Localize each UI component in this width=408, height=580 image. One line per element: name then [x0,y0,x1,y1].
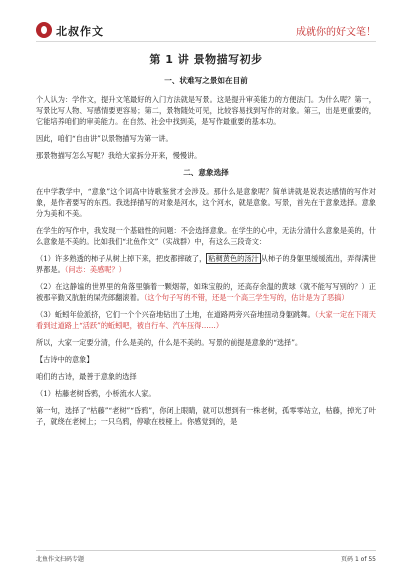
quote-text: （3）蚯蚓年俭派挤，它们一个个兴奋地钻出了土地，在道路两旁兴奋地扭动身躯跳舞。 [36,310,315,319]
subheading: 【古诗中的意象】 [36,355,94,364]
logo-mark-icon [36,22,52,38]
section-title-2: 二、意象选择 [183,168,229,177]
quote-text: 从柿子的身躯里缓缓流出，弄得满世界都是。 [36,254,376,274]
footer-source: 北鱼作文扫码专题 [36,556,85,563]
highlight-box: 粘稠黄色的汤汁 [208,254,259,263]
paragraph: 在中学教学中，“意象”这个词高中诗歌鉴赏才会涉及。那什么是意象呢？简单讲就是说表达感情的写作对象，是作者要写的东西。我选择描写的对象是河水，这个河水，就是意象。写景，首先在于意象选择。意象分为美和不美。 [36,187,376,218]
page-header [0,0,408,44]
paragraph: 第一句，选择了“枯藤”“老树”“昏鸦”，你闭上眼睛，就可以想到有一株老树，孤零零站立，枯藤，掉光了叶子，就绕在老树上；一只乌鸦，停歇在枝桠上。你感觉到的，是 [36,406,376,426]
header-divider [36,41,376,42]
paragraph: 因此，咱们“自由讲”以景物描写为第一讲。 [36,134,173,143]
quote-3 [36,309,376,331]
page-number: 页码 1 of 55 [341,556,376,563]
paragraph: 在学生的写作中，我发现一个基础性的问题：不会选择意象。在学生的心中，无法分清什么意象是美的，什么意象是不美的。比如我们“北鱼作文”（实战群）中，有这么三段奇文： [36,226,376,246]
quote-text: （1）许多熟透的柿子从树上掉下来，把皮都摔破了， [36,254,207,263]
section-title-1: 一、状难写之景如在目前 [164,76,248,85]
paragraph: （1）枯藤老树昏鸦，小桥流水人家。 [36,389,156,398]
red-comment: （问志：美感呢？） [64,265,126,274]
red-comment: （大家一定在下雨天看到过道路上“活跃”的蚯蚓吧，被自行车、汽车压得……） [36,310,376,330]
quote-2 [36,281,376,303]
page-title: 第 1 讲 景物描写初步 [149,53,263,66]
page-footer [36,554,376,568]
paragraph: 所以，大家一定要分清，什么是美的，什么是不美的。写景的前提是意象的“选择”。 [36,338,303,347]
paragraph: 个人认为：学作文，提升文笔最好的入门方法就是写景。这是提升审美能力的方便法门。为什么呢？第一，写景比写人物、写感情要更容易；第二，景物随处可见，比较容易找到写作的对象。第三，出是更重要的，它能培养咱们的审美能力。在自然、社会中找到美，是写作最重要的基本功。 [36,95,376,126]
brand-logo [36,22,110,38]
quote-1 [36,253,376,275]
paragraph: 咱们的古诗，最善于意象的选择 [36,372,137,381]
red-comment: （这个句子写的不错，还是一个高三学生写的，估计是为了恶搞） [143,293,349,302]
header-slogan: 成就你的好文笔！ [296,27,376,38]
document-body [36,54,376,433]
quote-text: （2）在这静谧的世界里的角落里躺着一颗烟蒂，如珠宝般的，还高存余温的黄球（就不能写写别的？）正被那辛勤又肮脏的屎壳郎翻滚着。 [36,282,376,302]
paragraph: 那景物描写怎么写呢？我给大家拆分开来，慢慢讲。 [36,151,202,160]
footer-divider [36,550,376,551]
logo-text: 北叔作文 [56,25,104,38]
